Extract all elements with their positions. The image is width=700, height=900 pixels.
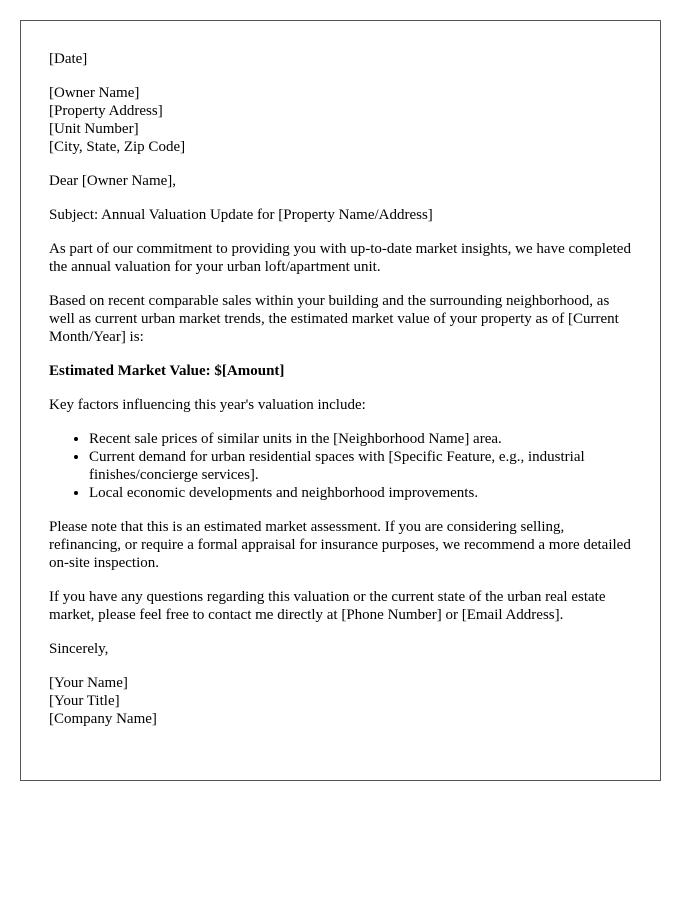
recipient-unit-number: [Unit Number] [49,121,139,137]
key-factors-list [49,430,632,502]
subject-line: Subject: Annual Valuation Update for [Property Name/Address] [49,207,433,223]
key-factor-item: • Current demand for urban residential spaces with [Specific Feature, e.g., industrial finishes/concierge services]. [89,448,632,484]
assessment-note-paragraph: Please note that this is an estimated market assessment. If you are considering selling, refinancing, or require a formal appraisal for insurance purposes, we recommend a more detailed on-site inspection. [49,519,631,571]
letter-document [20,20,661,781]
intro-paragraph: As part of our commitment to providing you with up-to-date market insights, we have completed the annual valuation for your urban loft/apartment unit. [49,241,631,275]
closing-line: Sincerely, [49,641,109,657]
estimated-market-value: Estimated Market Value: $[Amount] [49,363,285,379]
salutation: Dear [Owner Name], [49,173,177,189]
key-factors-intro: Key factors influencing this year's valuation include: [49,397,366,413]
contact-paragraph: If you have any questions regarding this valuation or the current state of the urban real estate market, please feel free to contact me directly at [Phone Number] or [Email Address]. [49,589,606,623]
recipient-property-address: [Property Address] [49,103,163,119]
recipient-address-block [49,84,632,156]
recipient-city-state-zip: [City, State, Zip Code] [49,139,186,155]
key-factor-item: • Recent sale prices of similar units in the [Neighborhood Name] area. [89,430,632,448]
signature-company: [Company Name] [49,711,157,727]
valuation-basis-paragraph: Based on recent comparable sales within your building and the surrounding neighborhood, as well as current urban market trends, the estimated market value of your property as of [Current Month/Year] is: [49,293,619,345]
signature-block [49,674,632,728]
recipient-owner-name: [Owner Name] [49,85,140,101]
signature-name: [Your Name] [49,675,128,691]
signature-title: [Your Title] [49,693,120,709]
date-line: [Date] [49,51,88,67]
key-factor-item: • Local economic developments and neighborhood improvements. [89,484,632,502]
